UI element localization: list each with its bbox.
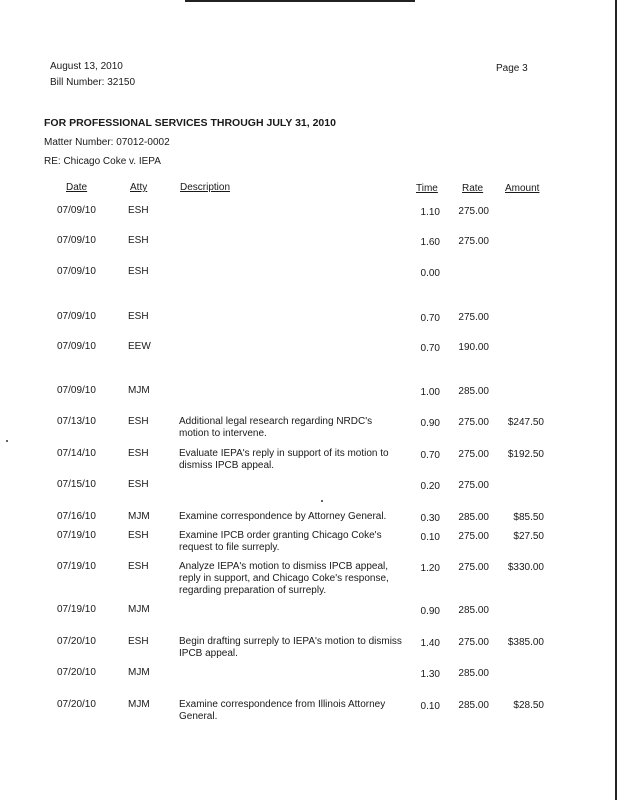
row-description: Examine correspondence by Attorney General.: [179, 511, 387, 522]
row-amount: $85.50: [513, 512, 544, 523]
row-time: 0.70: [420, 313, 440, 324]
row-time: 0.00: [420, 268, 440, 279]
row-time: 0.70: [420, 450, 440, 461]
row-date: 07/16/10: [57, 511, 96, 522]
row-date: 07/09/10: [57, 205, 96, 216]
row-amount: $192.50: [507, 449, 544, 460]
row-rate: 275.00: [458, 480, 489, 491]
scan-speck: [6, 440, 8, 442]
row-time: 0.10: [420, 532, 440, 543]
row-atty: MJM: [128, 511, 150, 522]
row-amount: $27.50: [513, 531, 544, 542]
row-time: 1.20: [420, 563, 440, 574]
row-time: 0.10: [420, 701, 440, 712]
row-atty: ESH: [128, 448, 149, 459]
column-header-amount: Amount: [505, 183, 540, 194]
row-rate: 275.00: [458, 531, 489, 542]
row-atty: MJM: [128, 667, 150, 678]
row-atty: ESH: [128, 561, 149, 572]
row-date: 07/20/10: [57, 667, 96, 678]
row-amount: $385.00: [507, 637, 544, 648]
row-rate: 285.00: [458, 605, 489, 616]
matter-number: Matter Number: 07012-0002: [44, 137, 170, 148]
column-header-description: Description: [180, 182, 231, 193]
row-date: 07/09/10: [57, 311, 96, 322]
row-atty: ESH: [128, 416, 149, 427]
row-rate: 190.00: [458, 342, 489, 353]
column-header-date: Date: [66, 182, 88, 193]
row-time: 0.90: [420, 418, 440, 429]
row-time: 0.20: [420, 481, 440, 492]
column-header-rate: Rate: [462, 183, 484, 194]
bill-number: Bill Number: 32150: [50, 77, 136, 88]
row-atty: MJM: [128, 604, 150, 615]
row-rate: 275.00: [458, 449, 489, 460]
row-description: Examine IPCB order granting Chicago Coke's request to file surreply.: [179, 530, 382, 553]
row-date: 07/09/10: [57, 266, 96, 277]
row-amount: $28.50: [513, 700, 544, 711]
row-rate: 275.00: [458, 417, 489, 428]
row-date: 07/14/10: [57, 448, 96, 459]
row-atty: ESH: [128, 479, 149, 490]
row-atty: MJM: [128, 699, 150, 710]
row-time: 1.60: [420, 237, 440, 248]
row-atty: ESH: [128, 266, 149, 277]
column-header-atty: Atty: [130, 182, 148, 193]
row-date: 07/09/10: [57, 385, 96, 396]
row-description: Examine correspondence from Illinois Attorney General.: [179, 699, 386, 722]
row-time: 0.90: [420, 606, 440, 617]
row-time: 1.00: [420, 387, 440, 398]
row-rate: 275.00: [458, 206, 489, 217]
row-atty: MJM: [128, 385, 150, 396]
row-time: 1.40: [420, 638, 440, 649]
row-atty: ESH: [128, 636, 149, 647]
row-amount: $247.50: [507, 417, 544, 428]
row-time: 0.70: [420, 343, 440, 354]
row-description: Begin drafting surreply to IEPA's motion to dismiss IPCB appeal.: [179, 636, 402, 659]
row-date: 07/19/10: [57, 604, 96, 615]
row-date: 07/13/10: [57, 416, 96, 427]
row-rate: 275.00: [458, 562, 489, 573]
row-atty: ESH: [128, 530, 149, 541]
row-time: 1.30: [420, 669, 440, 680]
scan-speck: [321, 500, 323, 502]
row-date: 07/20/10: [57, 636, 96, 647]
row-date: 07/20/10: [57, 699, 96, 710]
column-header-time: Time: [416, 183, 438, 194]
scan-edge-right: [615, 0, 617, 800]
row-rate: 285.00: [458, 386, 489, 397]
row-description: Analyze IEPA's motion to dismiss IPCB appeal, reply in support, and Chicago Coke's response, regarding preparation of surreply.: [179, 561, 389, 596]
page-number: Page 3: [496, 63, 528, 74]
row-description: Evaluate IEPA's reply in support of its motion to dismiss IPCB appeal.: [179, 448, 389, 471]
row-date: 07/19/10: [57, 530, 96, 541]
bill-date: August 13, 2010: [50, 61, 123, 72]
re-line: RE: Chicago Coke v. IEPA: [44, 156, 161, 167]
row-atty: EEW: [128, 341, 151, 352]
row-amount: $330.00: [507, 562, 544, 573]
row-rate: 275.00: [458, 312, 489, 323]
row-atty: ESH: [128, 205, 149, 216]
section-title: FOR PROFESSIONAL SERVICES THROUGH JULY 31, 2010: [44, 117, 336, 129]
row-date: 07/09/10: [57, 341, 96, 352]
row-date: 07/15/10: [57, 479, 96, 490]
scan-edge-top: [185, 0, 415, 2]
row-description: Additional legal research regarding NRDC's motion to intervene.: [179, 416, 373, 439]
row-time: 0.30: [420, 513, 440, 524]
row-date: 07/19/10: [57, 561, 96, 572]
row-rate: 285.00: [458, 668, 489, 679]
row-rate: 285.00: [458, 512, 489, 523]
row-rate: 275.00: [458, 637, 489, 648]
row-rate: 285.00: [458, 700, 489, 711]
row-rate: 275.00: [458, 236, 489, 247]
row-atty: ESH: [128, 235, 149, 246]
row-time: 1.10: [420, 207, 440, 218]
row-date: 07/09/10: [57, 235, 96, 246]
row-atty: ESH: [128, 311, 149, 322]
